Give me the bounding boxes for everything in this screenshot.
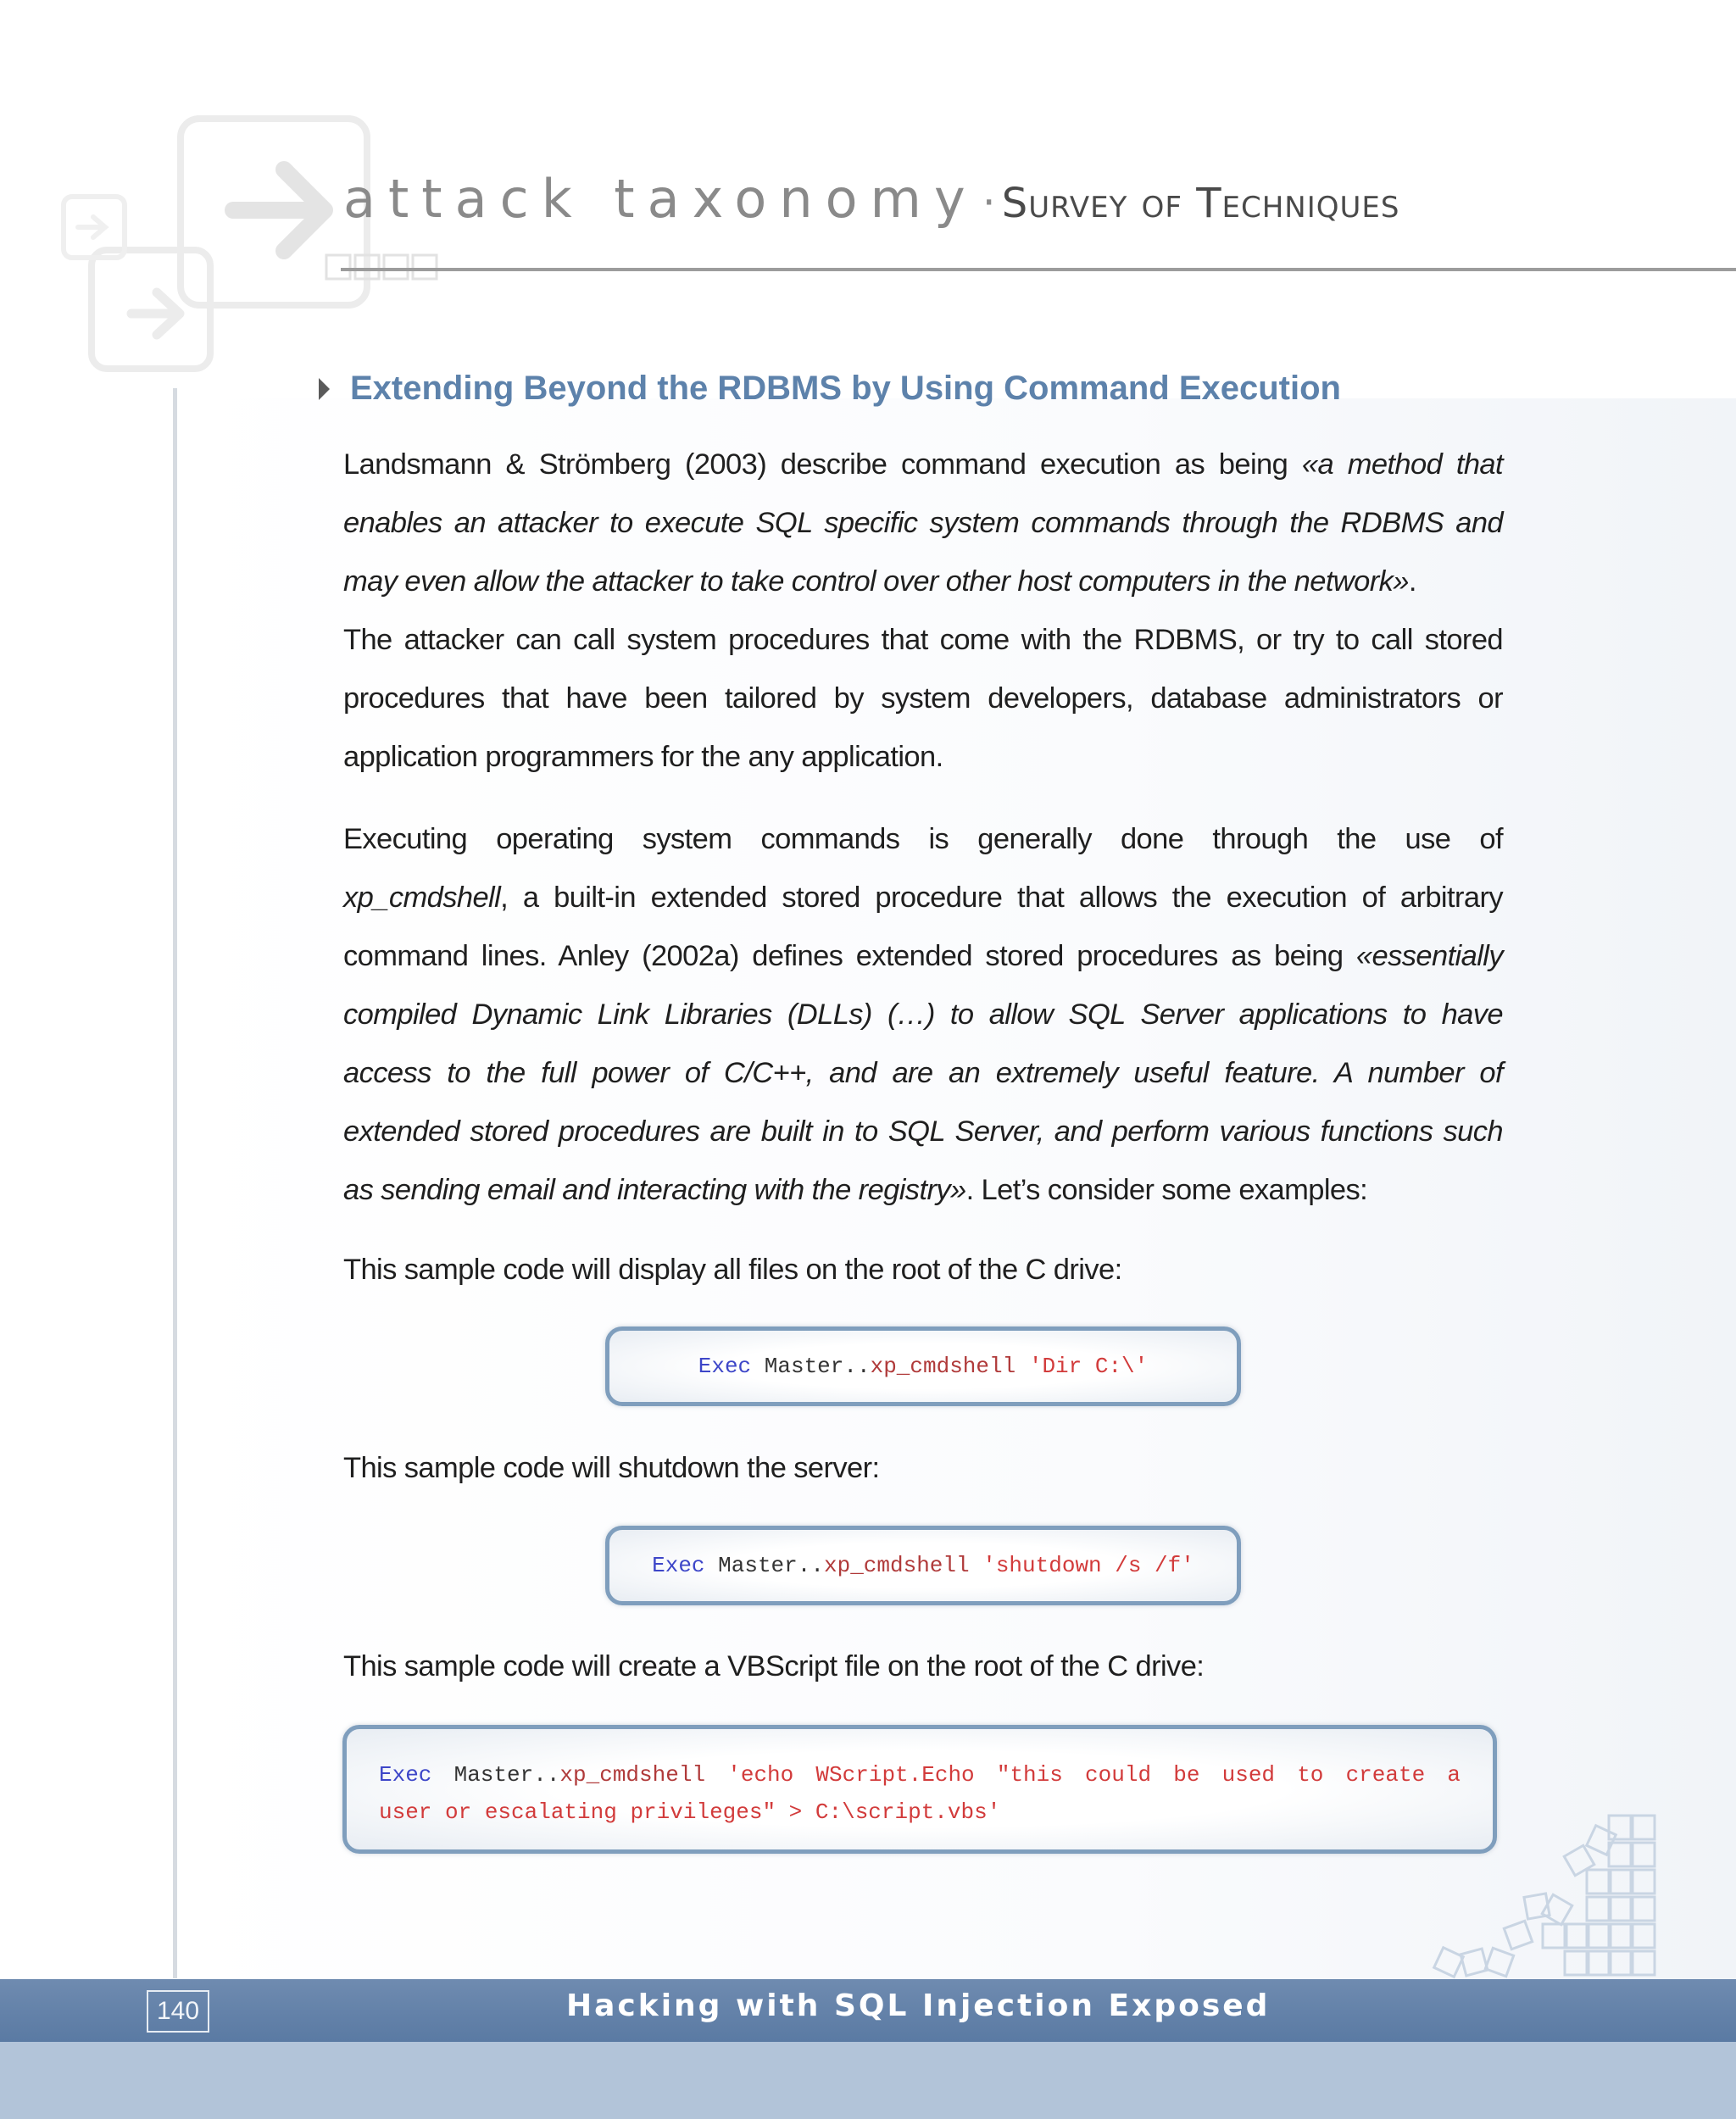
code-line-2: user or escalating privileges" > C:\script.vbs': [379, 1799, 1001, 1825]
section-heading-text: Extending Beyond the RDBMS by Using Command Execution: [350, 370, 1341, 407]
text-line: procedures that have been tailored by system developers, database administrators or: [343, 682, 1503, 715]
code-procedure: xp_cmdshell: [870, 1354, 1016, 1379]
arrow-box-decoration-icon: [51, 102, 390, 390]
example-3-intro: This sample code will create a VBScript file on the root of the C drive:: [343, 1650, 1205, 1682]
text-line: extended stored procedures are built in to SQL Server, and perform various functions such: [343, 1115, 1503, 1148]
text-line: compiled Dynamic Link Libraries (DLLs) (…) to allow SQL Server applications to have: [343, 998, 1503, 1031]
text-line: access to the full power of C/C++, and are an extremely useful feature. A number of: [343, 1057, 1503, 1089]
text-line: Landsmann & Strömberg (2003) describe command execution as being «a method that: [343, 448, 1503, 481]
triangle-bullet-icon: [319, 378, 330, 400]
header-rule: [341, 268, 1736, 271]
code-object: Master..: [704, 1553, 824, 1578]
text-line: The attacker can call system procedures that come with the RDBMS, or try to call stored: [343, 624, 1503, 656]
example-1-intro: This sample code will display all files on the root of the C drive:: [343, 1254, 1122, 1286]
text-line: may even allow the attacker to take control over other host computers in the network».: [343, 565, 1416, 598]
paragraph-2: [343, 810, 1503, 1220]
text-line: xp_cmdshell, a built-in extended stored procedure that allows the execution of arbitrary: [343, 882, 1503, 914]
code-keyword: Exec: [698, 1354, 752, 1379]
paragraph-1: [343, 436, 1503, 787]
header-separator: ·: [982, 178, 998, 227]
code-block-2: [605, 1526, 1241, 1605]
example-2-intro: This sample code will shutdown the server:: [343, 1452, 880, 1484]
code-block-1: [605, 1326, 1241, 1406]
header-part1: attack taxonomy: [343, 168, 978, 230]
text-line: as sending email and interacting with the registry». Let’s consider some examples:: [343, 1174, 1368, 1206]
section-heading: [319, 370, 1341, 408]
text-line: command lines. Anley (2002a) defines extended stored procedures as being «essentially: [343, 940, 1503, 972]
running-header: [343, 168, 1399, 230]
code-object: Master..: [751, 1354, 871, 1379]
text-line: enables an attacker to execute SQL specific system commands through the RDBMS and: [343, 507, 1503, 539]
code-line-1: Exec Master..xp_cmdshell 'echo WScript.Echo "this could be used to create a: [379, 1762, 1461, 1788]
text-line: Executing operating system commands is generally done through the use of: [343, 823, 1503, 855]
footer-book-title: Hacking with SQL Injection Exposed: [566, 1988, 1271, 2023]
footer-band: [0, 2042, 1736, 2119]
code-argument: 'shutdown /s /f': [969, 1553, 1194, 1578]
code-keyword: Exec: [652, 1553, 705, 1578]
code-argument: 'Dir C:\': [1015, 1354, 1149, 1379]
left-margin-rule: [173, 388, 177, 1978]
text-line: application programmers for the any application.: [343, 741, 943, 773]
code-procedure: xp_cmdshell: [823, 1553, 970, 1578]
page-number: 140: [147, 1990, 209, 2033]
header-part2: Survey of Techniques: [1001, 180, 1400, 227]
